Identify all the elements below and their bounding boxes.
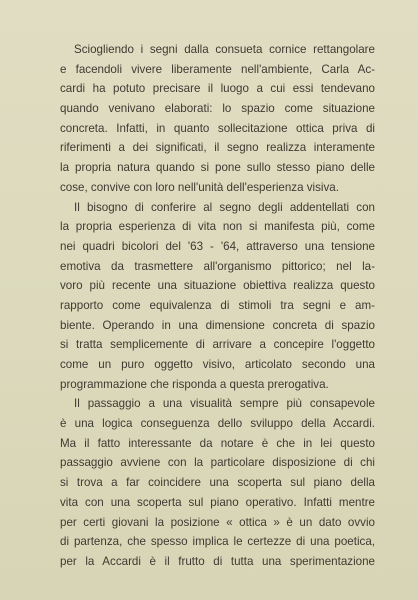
text-line: programmazione che risponda a questa prerogativa.	[60, 377, 329, 391]
paragraph-1	[60, 40, 375, 198]
text-line: è una logica conseguenza dello sviluppo della Accardi.	[60, 417, 375, 431]
text-line: di partenza, che spesso implica le certezze di una poetica,	[60, 535, 375, 549]
text-line: Ma il fatto interessante da notare è che in lei questo	[60, 436, 375, 450]
text-line: cardi ha potuto precisare il luogo a cui essi tendevano	[60, 82, 375, 96]
paragraph-3	[60, 394, 375, 571]
body-text	[60, 40, 375, 572]
text-line: concreta. Infatti, in quanto sollecitazione ottica priva di	[60, 121, 375, 135]
text-line: come un puro oggetto visivo, articolato secondo una	[60, 358, 375, 371]
text-line: e facendoli vivere liberamente nell'ambiente, Carla Ac-	[60, 62, 375, 76]
text-line: si trova a far coincidere una scoperta sul piano della	[60, 476, 375, 490]
text-line: biente. Operando in una dimensione concreta di spazio	[60, 318, 375, 332]
text-line: emotiva da trasmettere all'organismo pittorico; nel la-	[60, 259, 375, 273]
text-line: Il bisogno di conferire al segno degli addentellati con	[74, 200, 375, 214]
text-line: quando venivano elaborati: lo spazio come situazione	[60, 102, 375, 116]
text-line: riferimenti a dei significati, il segno realizza interamente	[60, 141, 375, 155]
text-line: nei quadri bicolori del '63 - '64, attraverso una tensione	[60, 239, 375, 253]
text-line: la propria natura quando si pone sullo stesso piano delle	[60, 161, 375, 175]
text-line: voro più recente una situazione obiettiva realizza questo	[60, 279, 375, 293]
text-line: per certi giovani la posizione « ottica » è un dato ovvio	[60, 515, 375, 529]
text-line: si tratta semplicemente di arrivare a concepire l'oggetto	[60, 338, 375, 352]
text-line: Sciogliendo i segni dalla consueta cornice rettangolare	[74, 43, 375, 56]
paragraph-2	[60, 198, 375, 395]
text-line: Il passaggio a una visualità sempre più consapevole	[74, 397, 375, 411]
text-line: rapporto come equivalenza di stimoli tra segni e am-	[60, 298, 375, 312]
text-line: la propria esperienza di vita non si manifesta più, come	[60, 220, 375, 234]
text-line: passaggio avviene con la particolare disposizione di chi	[60, 456, 375, 470]
text-line: per la Accardi è il frutto di tutta una sperimentazione	[60, 554, 375, 568]
text-line: cose, convive con loro nell'unità dell'esperienza visiva.	[60, 180, 339, 194]
text-line: vita con una scoperta sul piano operativo. Infatti mentre	[60, 495, 375, 509]
